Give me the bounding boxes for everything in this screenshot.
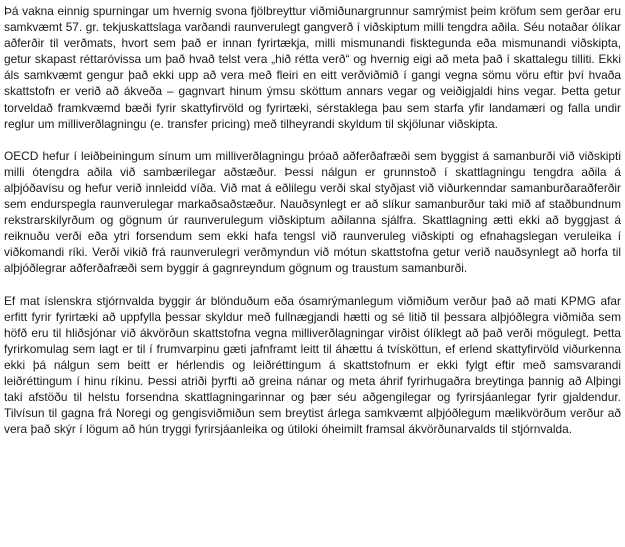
paragraph-3: Ef mat íslenskra stjórnvalda byggir ár blönduðum eða ósamrýmanlegum viðmiðum verður það að mati KPMG afar erfitt fyrir fyrirtæki að uppfylla þessar skyldur með fullnægjandi hætti og sé litið til þessara alþjóðlegra viðmiða sem höfð eru til hliðsjónar við ákvörðun skattstofna vegna milliverðlagningar virðist ólíklegt að það verði mögulegt. Þetta fyrirkomulag sem lagt er til í frumvarpinu gæti jafnframt leitt til áhættu á tvísköttun, ef erlend skattyfirvöld viðurkenna ekki þá nálgun sem beitt er hérlendis og leiðréttingum á skattstofnum er ekki fylgt eftir með samsvarandi leiðréttingum í hinu ríkinu. Þessi atriði þyrfti að greina nánar og meta áhrif fyrirhugaðra breytinga þannig að Alþingi taki afstöðu til helstu forsendna skattlagningarinnar og þær séu aðgengilegar og fyrirsjáanlegar fyrir gjaldendur. Tilvísun til gagna frá Noregi og gengisviðmiðun sem breytist árlega samkvæmt alþjóðlegum mælikvörðum verður að vera það skýr í lögum að hún tryggi fyrirsjáanleika og útiloki óheimilt framsal ákvörðunarvalds til stjórnvalda. — [4, 293, 621, 437]
paragraph-2: OECD hefur í leiðbeiningum sínum um milliverðlagningu þróað aðferðafræði sem byggist á samanburði við viðskipti milli ótengdra aðila við sambærilegar aðstæður. Þessi nálgun er grunnstoð í skattlagningu tengdra aðila á alþjóðavísu og hefur verið innleidd víða. Við mat á eðlilegu verði skal styðjast við viðurkenndar samanburðaraðferðir sem endurspegla raunverulegar markaðsaðstæður. Nauðsynlegt er að slíkur samanburður taki mið af staðbundnum rekstrarskilyrðum og gögnum úr raunverulegum viðskiptum aðilanna sjálfra. Skattlagning ætti ekki að byggjast á reiknuðu verði eða ytri forsendum sem ekki hafa tengsl við raunveruleg viðskipti og efnahagslegan veruleika í viðkomandi ríki. Verði vikið frá raunverulegri verðmyndun við mótun skattstofna getur verið nauðsynlegt að horfa til alþjóðlegrar aðferðafræði sem byggir á gagnreyndum gögnum og traustum samanburði. — [4, 148, 621, 276]
document-page — [4, 3, 621, 437]
paragraph-1: Þá vakna einnig spurningar um hvernig svona fjölbreyttur viðmiðunargrunnur samrýmist þeim kröfum sem gerðar eru samkvæmt 57. gr. tekjuskattslaga varðandi raunverulegt gangverð í viðskiptum milli tengdra aðila. Séu notaðar ólíkar aðferðir til verðmats, hvort sem það er innan fyrirtækja, milli mismunandi fisktegunda eða mismunandi viðskipta, getur skapast réttaróvissa um það hvað telst vera „hið rétta verð“ og hvernig eigi að meta það í skattalegu tilliti. Ekki áls samkvæmt gengur það ekki upp að vera með fleiri en eitt verðviðmið í gangi vegna sömu vöru eftir því hvaða skattstofn er verið að ákveða – gagnvart hinum ýmsu sköttum annars vegar og veiðigjaldi hins vegar. Þetta getur torveldað framkvæmd bæði fyrir skattyfirvöld og fyrirtæki, sérstaklega þau sem starfa yfir landamæri og falla undir reglur um milliverðlagningu (e. transfer pricing) með tilheyrandi skyldum til skjölunar viðskipta. — [4, 4, 621, 131]
